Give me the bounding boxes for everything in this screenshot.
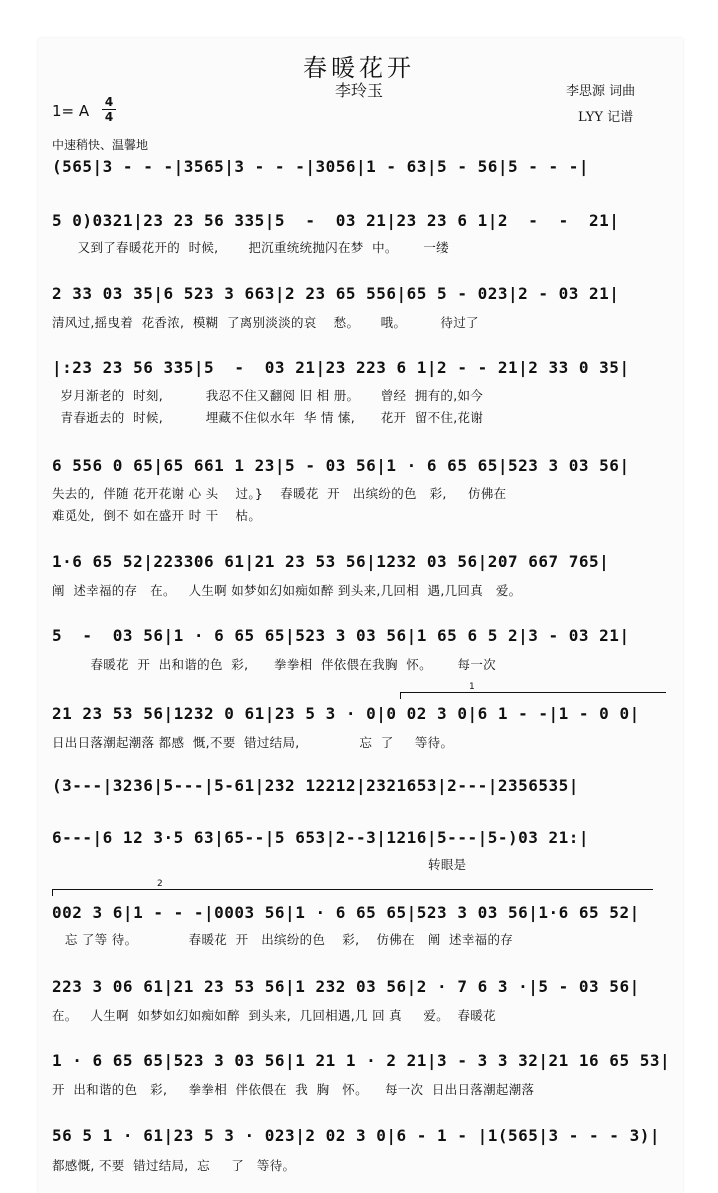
lyric-line-12: 在。 人生啊 如梦如幻如痴如醉 到头来, 几回相遇,几 回 真 爱。 春暖花 [52,1008,496,1023]
notation-line-5: 6 556 0 65|65 661 1 23|5 - 03 56|1 · 6 65 65|523 3 03 56| [52,456,630,475]
notation-line-1: (565|3 - - -|3565|3 - - -|3056|1 - 63|5 - 56|5 - - -| [52,157,590,176]
notation-line-2: 5 0)0321|23 23 56 335|5 - 03 21|23 23 6 1|2 - - 21| [52,211,620,230]
lyric-line-10: 转眼是 [52,857,467,872]
lyric-line-8: 日出日落潮起潮落 都感 慨,不要 错过结局, 忘 了 等待。 [52,735,454,750]
lyricist-composer-credit: 李思源 词曲 [566,84,636,99]
lyric-line-5-verse-2: 难觅处, 倒不 如在盛开 时 干 枯。 [52,508,262,523]
notation-line-9: (3---|3236|5---|5-61|232 12212|2321653|2---|2356535| [52,776,579,795]
lyric-line-11: 忘 了等 待。 春暖花 开 出缤纷的色 彩, 仿佛在 阐 述幸福的存 [52,932,514,947]
volta-number-first: 1 [469,682,475,692]
notation-line-10: 6---|6 12 3·5 63|65--|5 653|2--3|1216|5---|5-)03 21:| [52,828,590,847]
notation-line-14: 56 5 1 · 61|23 5 3 · 023|2 02 3 0|6 - 1 - |1(565|3 - - - 3)| [52,1126,660,1145]
notation-line-8: 21 23 53 56|1232 0 61|23 5 3 · 0|0 02 3 0|6 1 - -|1 - 0 0| [52,704,640,723]
lyric-line-13: 开 出和谐的色 彩, 拳拳相 伴依偎在 我 胸 怀。 每一次 日出日落潮起潮落 [52,1082,535,1097]
notation-line-11: 002 3 6|1 - - -|0003 56|1 · 6 65 65|523 3 03 56|1·6 65 52| [52,903,640,922]
notation-line-7: 5 - 03 56|1 · 6 65 65|523 3 03 56|1 65 6 5 2|3 - 03 21| [52,626,630,645]
lyric-line-4-verse-2: 青春逝去的 时候, 埋藏不住似水年 华 情 愫, 花开 留不住,花谢 [52,410,484,425]
notation-line-3: 2 33 03 35|6 523 3 663|2 23 65 556|65 5 - 023|2 - 03 21| [52,284,620,303]
song-title: 春暖花开 [303,54,415,82]
lyric-line-5-verse-1: 失去的, 伴随 花开花谢 心 头 过。} 春暖花 开 出缤纷的色 彩, 仿佛在 [52,486,507,501]
notation-line-4: |:23 23 56 335|5 - 03 21|23 223 6 1|2 - - 21|2 33 0 35| [52,358,630,377]
lyric-line-4-verse-1: 岁月渐老的 时刻, 我忍不住又翻阅 旧 相 册。 曾经 拥有的,如今 [52,388,484,403]
lyric-line-3: 清风过,摇曳着 花香浓, 模糊 了离别淡淡的哀 愁。 哦。 待过了 [52,315,479,330]
lyric-line-14: 都感慨, 不要 错过结局, 忘 了 等待。 [52,1158,296,1173]
key-signature: 1= A [52,102,90,120]
notation-line-12: 223 3 06 61|21 23 53 56|1 232 03 56|2 · 7 6 3 ·|5 - 03 56| [52,977,640,996]
volta-bracket-second [52,879,653,896]
notation-line-6: 1·6 65 52|223306 61|21 23 53 56|1232 03 56|207 667 765| [52,552,610,571]
lyric-line-6: 阐 述幸福的存 在。 人生啊 如梦如幻如痴如醉 到头来,几回相 遇,几回真 爱。 [52,583,522,598]
lyric-line-2: 又到了春暖花开的 时候, 把沉重统统抛闪在梦 中。 一缕 [52,240,449,255]
transcriber-credit: LYY 记谱 [578,110,634,125]
lyric-line-7: 春暖花 开 出和谐的色 彩, 拳拳相 伴依偎在我胸 怀。 每一次 [52,657,496,672]
notation-line-13: 1 · 6 65 65|523 3 03 56|1 21 1 · 2 21|3 - 3 3 32|21 16 65 53| [52,1051,671,1070]
volta-bracket-first [400,682,666,699]
tempo-marking: 中速稍快、温馨地 [52,138,149,152]
singer-name: 李玲玉 [334,81,383,100]
volta-number-second: 2 [157,879,163,889]
time-signature [102,96,116,123]
time-signature-bottom: 4 [104,110,114,124]
time-signature-top: 4 [104,95,114,109]
